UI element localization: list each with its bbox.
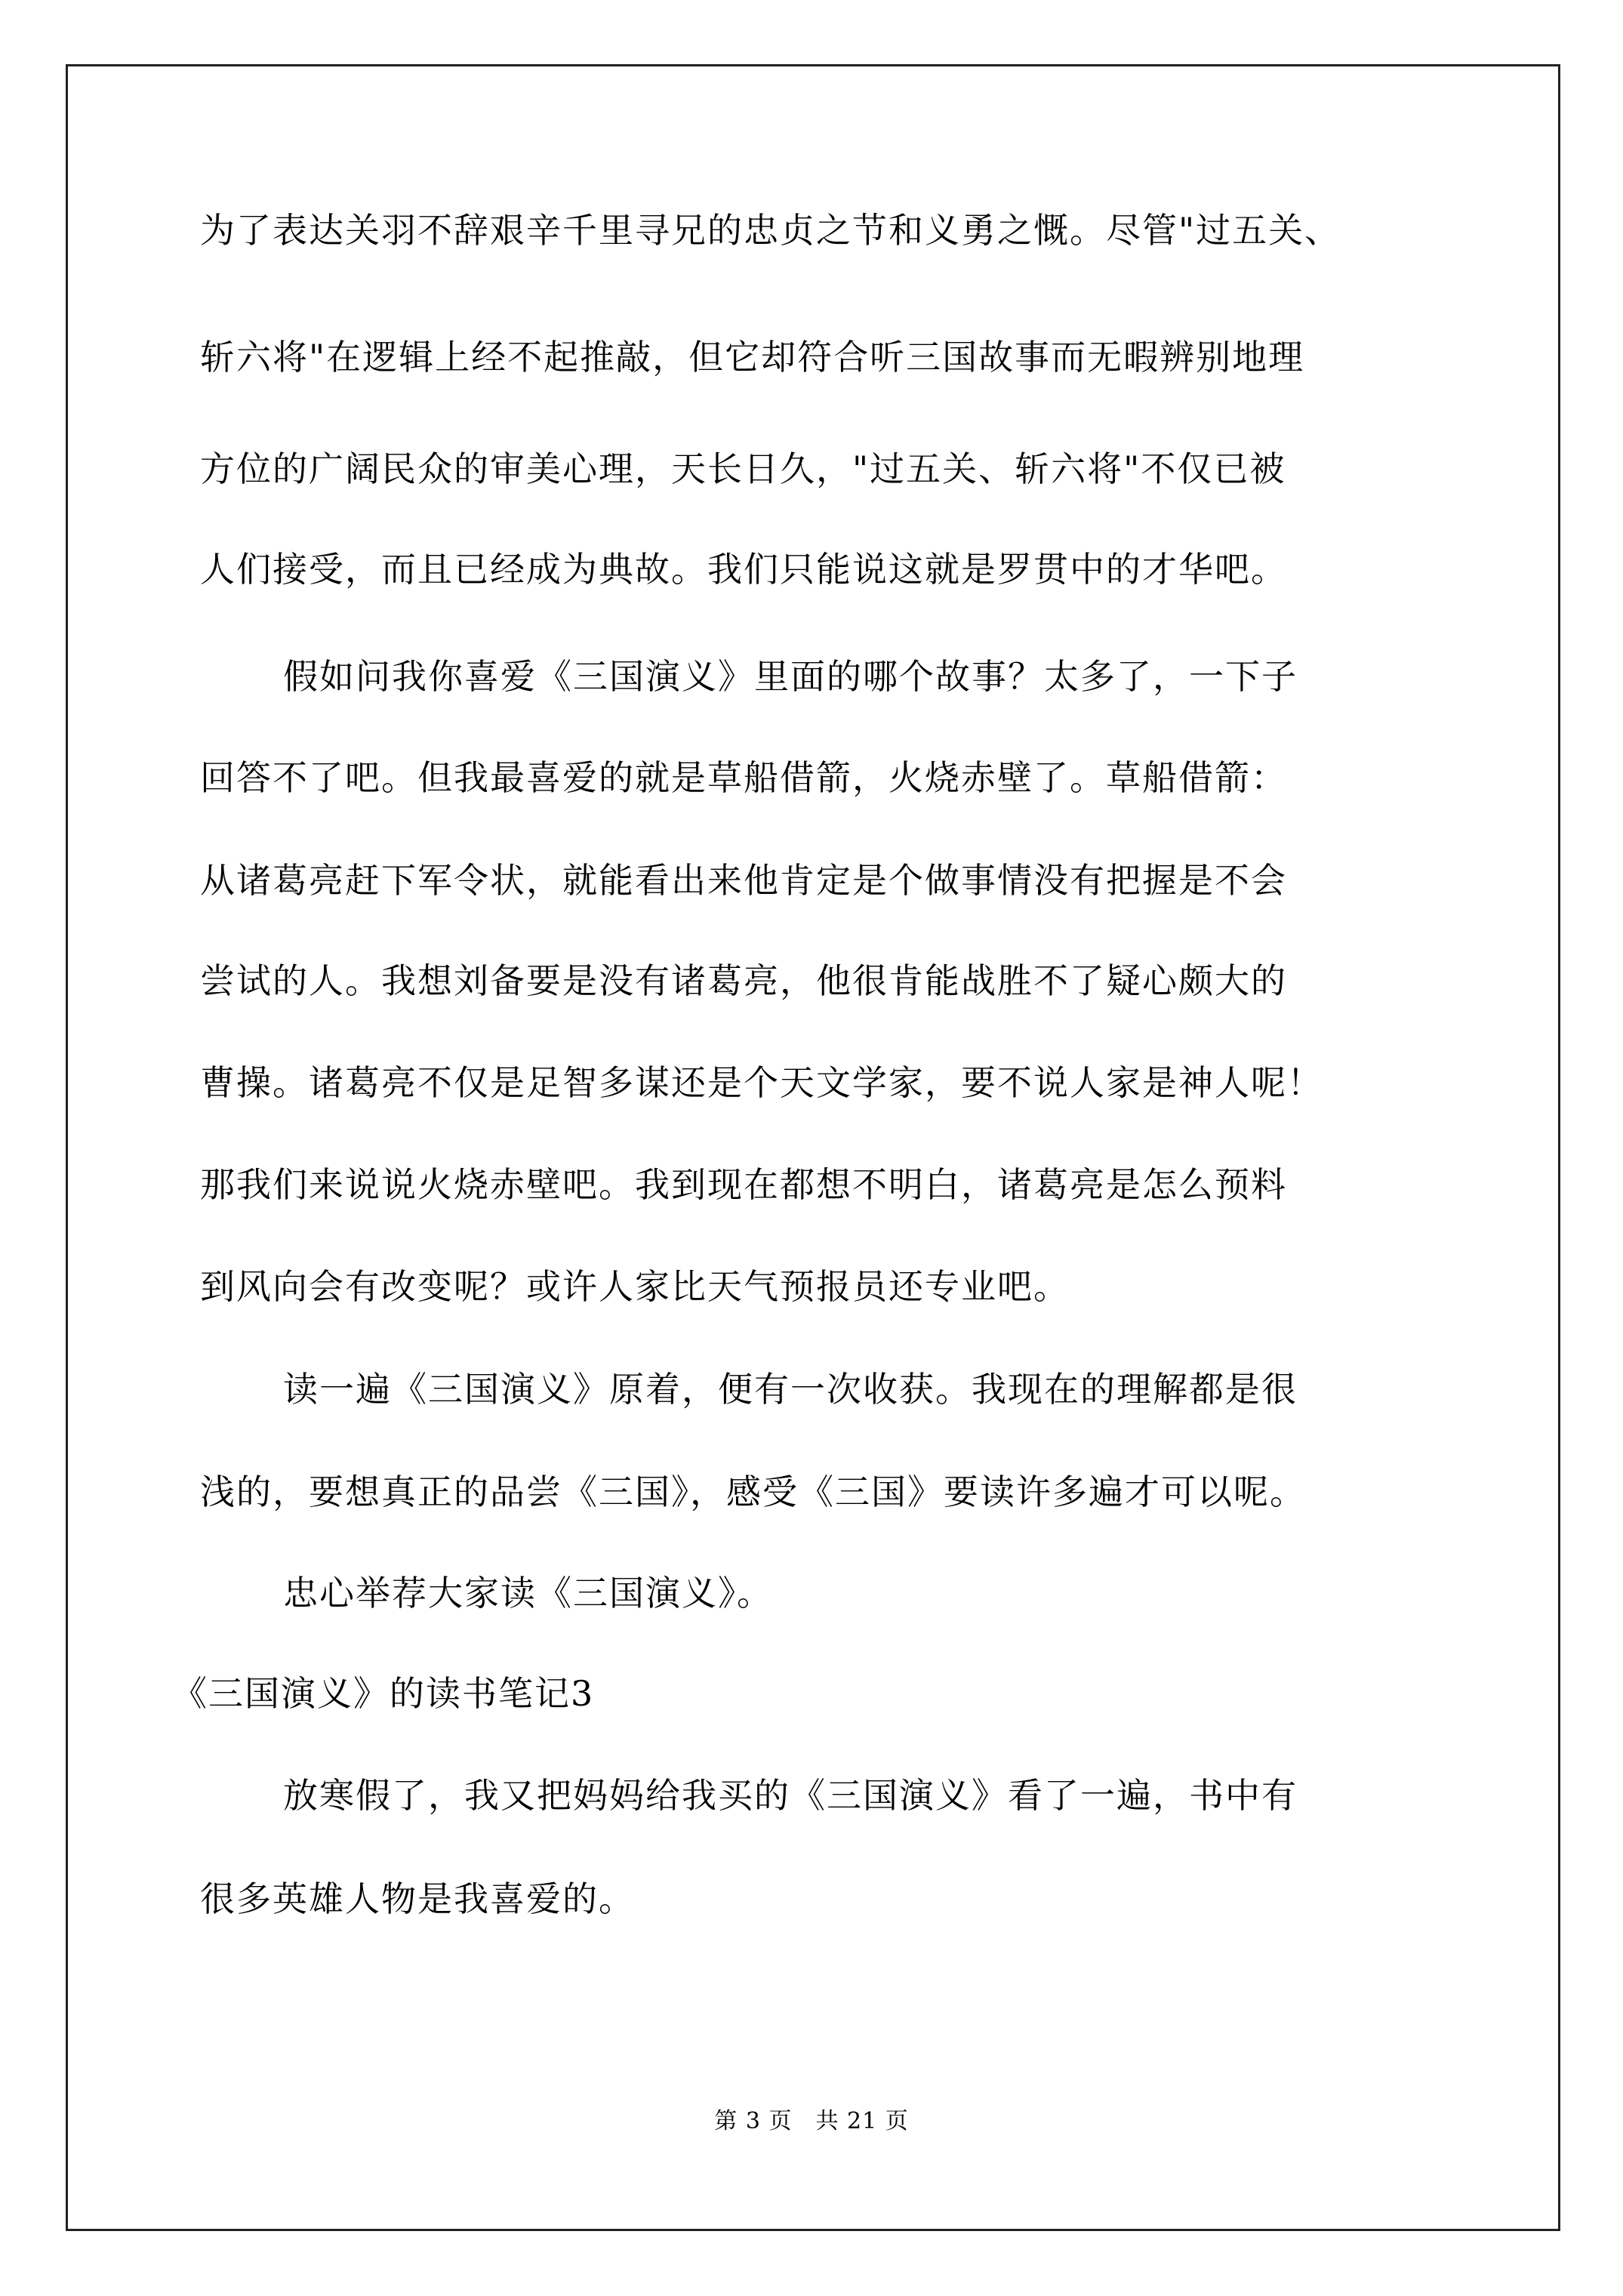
paragraph-start-line: 放寒假了，我又把妈妈给我买的《三国演义》看了一遍，书中有 [283, 1775, 1298, 1816]
section-heading: 《三国演义》的读书笔记3 [172, 1673, 595, 1714]
text-line: 方位的广阔民众的审美心理，天长日久，"过五关、斩六将"不仅已被 [200, 448, 1286, 489]
text-line: 斩六将"在逻辑上经不起推敲，但它却符合听三国故事而无暇辨别地理 [200, 337, 1305, 378]
text-line: 那我们来说说火烧赤壁吧。我到现在都想不明白，诸葛亮是怎么预料 [200, 1164, 1287, 1205]
text-line: 为了表达关羽不辞艰辛千里寻兄的忠贞之节和义勇之慨。尽管"过五关、 [200, 210, 1341, 251]
text-line: 到风向会有改变呢？或许人家比天气预报员还专业吧。 [200, 1266, 1070, 1307]
text-line: 人们接受，而且已经成为典故。我们只能说这就是罗贯中的才华吧。 [200, 549, 1287, 590]
text-line: 尝试的人。我想刘备要是没有诸葛亮，他很肯能战胜不了疑心颇大的 [200, 960, 1287, 1001]
paragraph-start-line: 假如问我你喜爱《三国演义》里面的哪个故事？太多了，一下子 [283, 656, 1298, 697]
paragraph-start-line: 读一遍《三国演义》原着，便有一次收获。我现在的理解都是很 [283, 1369, 1298, 1410]
text-line: 很多英雄人物是我喜爱的。 [200, 1878, 635, 1919]
text-line: 从诸葛亮赶下军令状，就能看出来他肯定是个做事情没有把握是不会 [200, 860, 1287, 901]
paragraph-start-line: 忠心举荐大家读《三国演义》。 [283, 1573, 773, 1613]
text-line: 回答不了吧。但我最喜爱的就是草船借箭，火烧赤壁了。草船借箭： [200, 757, 1287, 798]
page-number-footer: 第 3 页 共 21 页 [714, 2108, 909, 2134]
text-line: 曹操。诸葛亮不仅是足智多谋还是个天文学家，要不说人家是神人呢！ [200, 1062, 1323, 1103]
text-line: 浅的，要想真正的品尝《三国》，感受《三国》要读许多遍才可以呢。 [200, 1472, 1306, 1512]
